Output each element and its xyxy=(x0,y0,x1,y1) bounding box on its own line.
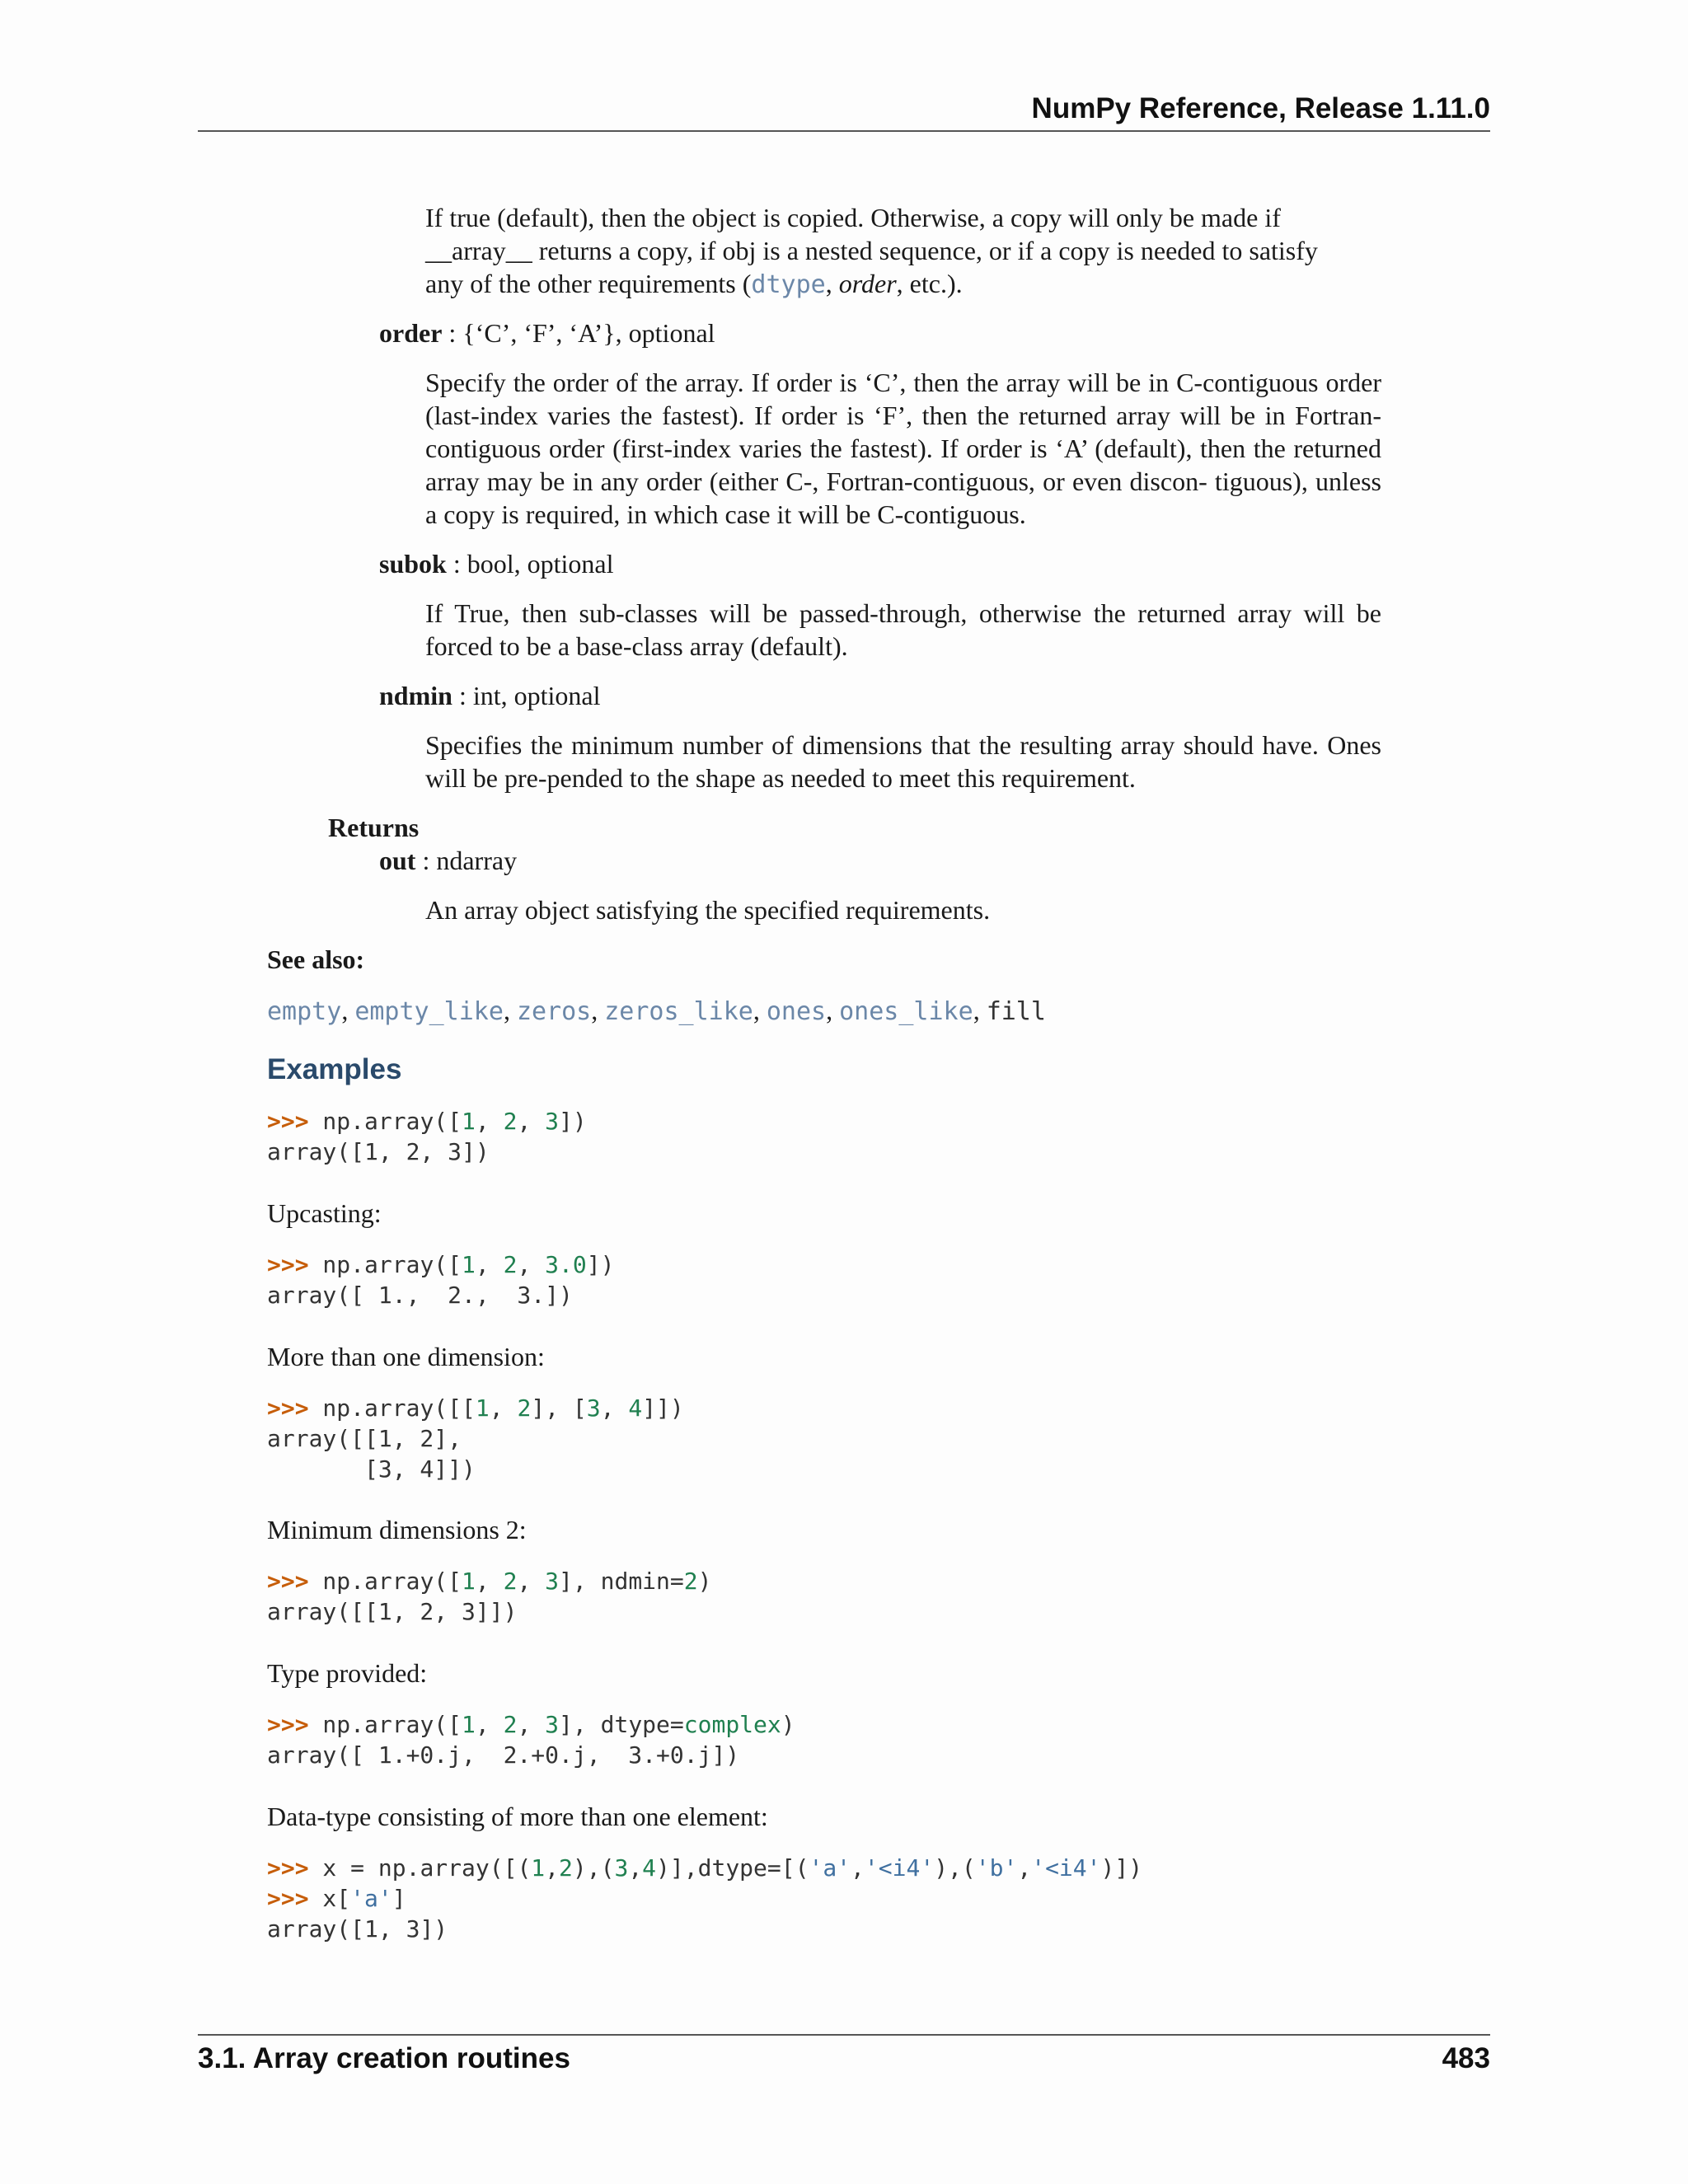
param-order-type: : {‘C’, ‘F’, ‘A’}, optional xyxy=(442,318,715,348)
param-ndmin-type: : int, optional xyxy=(452,681,601,710)
code-block-2: >>> np.array([1, 2, 3.0]) array([ 1., 2., 3.]) xyxy=(267,1251,615,1309)
footer-page-number: 483 xyxy=(1442,2042,1490,2074)
copy-desc-line2: __array__ returns a copy, if obj is a nested sequence, or if a copy is needed to satisfy xyxy=(425,236,1318,265)
param-subok-name: subok xyxy=(379,549,447,579)
examples-heading: Examples xyxy=(267,1053,402,1085)
code-block-6: >>> x = np.array([(1,2),(3,4)],dtype=[('a','<i4'),('b','<i4')]) >>> x['a'] array([1, 3]) xyxy=(267,1854,1143,1943)
copy-desc-text: any of the other requirements ( xyxy=(425,269,752,298)
returns-out xyxy=(379,844,517,877)
copy-desc-sep: , xyxy=(825,269,839,298)
link-empty-like[interactable]: empty_like xyxy=(354,997,504,1026)
code-block-5: >>> np.array([1, 2, 3], dtype=complex) array([ 1.+0.j, 2.+0.j, 3.+0.j]) xyxy=(267,1711,795,1769)
link-ones[interactable]: ones xyxy=(766,997,827,1026)
returns-name: out xyxy=(379,846,416,875)
returns-desc: An array object satisfying the specified requirements. xyxy=(425,895,991,925)
param-subok-desc: If True, then sub-classes will be passed-through, otherwise the returned array will be forced to be a base-class array (default). xyxy=(425,598,1381,661)
copy-desc-line3 xyxy=(425,267,1381,302)
returns-heading: Returns xyxy=(328,813,420,842)
sep: , xyxy=(503,996,517,1025)
link-zeros[interactable]: zeros xyxy=(516,997,592,1026)
header-rule xyxy=(198,130,1490,132)
link-zeros-like[interactable]: zeros_like xyxy=(604,997,753,1026)
param-subok-type: : bool, optional xyxy=(446,549,614,579)
dtype-multi-label: Data-type consisting of more than one element: xyxy=(267,1802,768,1831)
param-ndmin-name: ndmin xyxy=(379,681,452,710)
link-empty[interactable]: empty xyxy=(267,997,342,1026)
param-order xyxy=(379,316,715,349)
code-block-3: >>> np.array([[1, 2], [3, 4]]) array([[1, 2], [3, 4]]) xyxy=(267,1394,684,1483)
param-order-desc: Specify the order of the array. If order is ‘C’, then the array will be in C-contiguous order (last-index varies the fastest). If order is ‘F’, then the returned array will be in Fortran-contiguous order (first-index varies the fastest). If order is ‘A’ (default), then the returned array may be in any order (either C-, Fortran-contiguous, or even discon- tiguous), unless a copy is required, in which case it will be C-contiguous. xyxy=(425,368,1381,529)
dtype-link[interactable]: dtype xyxy=(751,270,826,299)
code-block-1: >>> np.array([1, 2, 3]) array([1, 2, 3]) xyxy=(267,1108,587,1165)
copy-desc-end: , etc.). xyxy=(896,269,963,298)
sep: , xyxy=(973,996,987,1025)
min-dim-label: Minimum dimensions 2: xyxy=(267,1515,527,1544)
footer-section: 3.1. Array creation routines xyxy=(198,2042,570,2074)
see-also-links xyxy=(267,994,1046,1029)
copy-description xyxy=(425,201,1381,302)
link-ones-like[interactable]: ones_like xyxy=(839,997,973,1026)
code-block-4: >>> np.array([1, 2, 3], ndmin=2) array([[1, 2, 3]]) xyxy=(267,1568,712,1625)
param-order-name: order xyxy=(379,318,443,348)
fill-text: fill xyxy=(986,997,1046,1026)
page-header-title: NumPy Reference, Release 1.11.0 xyxy=(1031,92,1490,124)
sep: , xyxy=(826,996,840,1025)
type-provided-label: Type provided: xyxy=(267,1658,428,1688)
returns-type: : ndarray xyxy=(415,846,518,875)
param-ndmin-desc: Specifies the minimum number of dimensions that the resulting array should have. Ones will be pre-pended to the shape as needed to meet this requirement. xyxy=(425,730,1381,793)
footer-rule xyxy=(198,2034,1490,2036)
more-dim-label: More than one dimension: xyxy=(267,1342,545,1371)
order-italic: order xyxy=(838,269,897,298)
see-also-heading: See also: xyxy=(267,944,365,974)
upcasting-label: Upcasting: xyxy=(267,1198,382,1228)
sep: , xyxy=(341,996,355,1025)
sep: , xyxy=(753,996,767,1025)
param-subok xyxy=(379,547,614,580)
sep: , xyxy=(591,996,605,1025)
copy-desc-line1: If true (default), then the object is copied. Otherwise, a copy will only be made if xyxy=(425,203,1281,232)
param-ndmin xyxy=(379,679,600,712)
